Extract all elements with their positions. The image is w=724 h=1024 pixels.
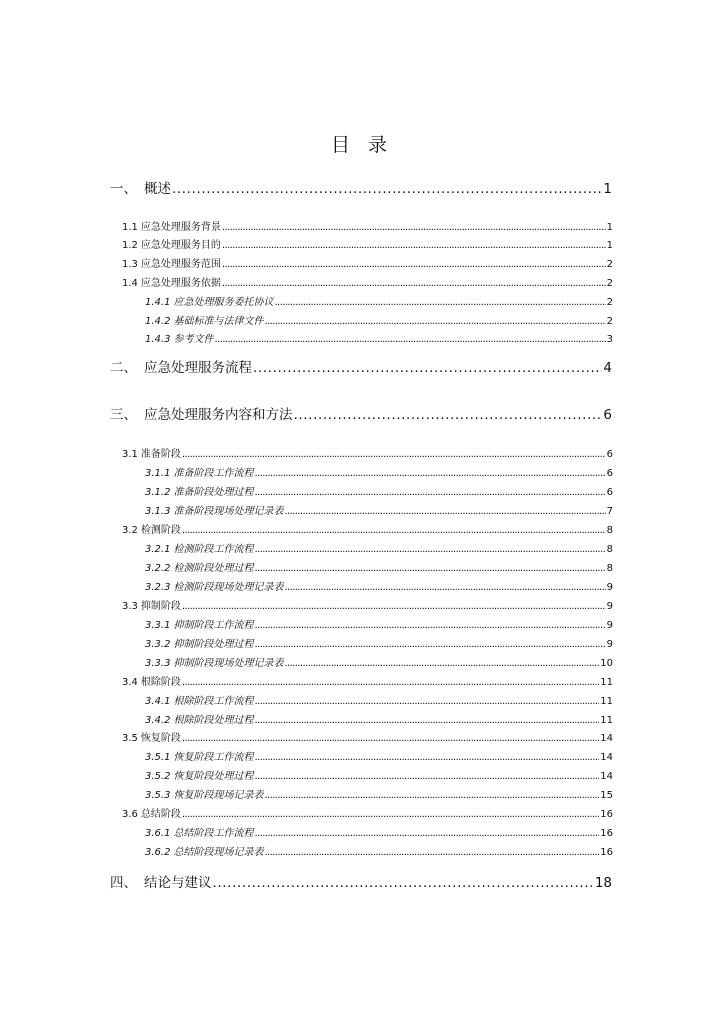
toc-label: 基础标准与法律文件: [173, 316, 264, 327]
toc-label: 根除阶段处理过程: [173, 715, 254, 726]
toc-label: 检测阶段现场处理记录表: [173, 582, 284, 593]
toc-label: 检测阶段工作流程: [173, 544, 254, 555]
toc-page-number: 2: [606, 297, 613, 308]
dot-leader: [222, 278, 606, 289]
toc-section-3-4[interactable]: [122, 673, 613, 686]
toc-subsection-1-4-3[interactable]: [145, 330, 613, 343]
dot-leader: [213, 875, 594, 891]
toc-subsection-3-1-2[interactable]: [145, 483, 613, 496]
toc-subsection-3-5-3[interactable]: [145, 786, 613, 799]
toc-number: 3.2.1: [145, 544, 171, 555]
toc-subsection-3-6-1[interactable]: [145, 824, 613, 837]
toc-label: 准备阶段现场处理记录表: [173, 506, 284, 517]
toc-subsection-3-3-2[interactable]: [145, 635, 613, 648]
toc-section-1-4[interactable]: [122, 274, 613, 287]
toc-number: 三、: [110, 407, 137, 423]
toc-page-number: 6: [606, 468, 613, 479]
toc-number: 3.5.1: [145, 752, 171, 763]
dot-leader: [254, 639, 605, 650]
toc-page-number: 2: [606, 278, 613, 289]
toc-page-number: 4: [603, 360, 612, 376]
toc-number: 1.4.1: [145, 297, 171, 308]
toc-label: 概述: [144, 181, 171, 197]
toc-label: 总结阶段工作流程: [173, 828, 254, 839]
toc-page-number: 18: [594, 875, 612, 891]
dot-leader: [254, 544, 605, 555]
toc-label: 应急处理服务依据: [140, 278, 221, 289]
toc-number: 3.1: [122, 449, 138, 460]
dot-leader: [254, 620, 605, 631]
dot-leader: [284, 582, 605, 593]
toc-page-number: 9: [606, 582, 613, 593]
toc-number: 一、: [110, 181, 137, 197]
dot-leader: [254, 715, 599, 726]
toc-page-number: 16: [600, 847, 613, 858]
toc-subsection-3-4-2[interactable]: [145, 711, 613, 724]
toc-label: 恢复阶段处理过程: [173, 771, 254, 782]
toc-page-number: 16: [600, 809, 613, 820]
toc-subsection-3-1-1[interactable]: [145, 464, 613, 477]
toc-section-3-5[interactable]: [122, 729, 613, 742]
toc-subsection-3-4-1[interactable]: [145, 692, 613, 705]
toc-page-number: 14: [600, 771, 613, 782]
toc-number: 3.2.3: [145, 582, 171, 593]
dot-leader: [254, 771, 599, 782]
toc-page-number: 6: [606, 487, 613, 498]
toc-section-3-3[interactable]: [122, 597, 613, 610]
toc-page-number: 9: [606, 601, 613, 612]
toc-page-number: 1: [603, 181, 612, 197]
toc-page-number: 1: [606, 222, 613, 233]
toc-label: 恢复阶段: [140, 733, 181, 744]
toc-number: 3.1.2: [145, 487, 171, 498]
toc-subsection-3-6-2[interactable]: [145, 843, 613, 856]
toc-page-number: 7: [606, 506, 613, 517]
toc-page-number: 15: [600, 790, 613, 801]
toc-number: 1.4: [122, 278, 138, 289]
toc-section-3-2[interactable]: [122, 521, 613, 534]
dot-leader: [254, 696, 599, 707]
toc-subsection-3-3-3[interactable]: [145, 654, 613, 667]
toc-chapter-2[interactable]: [110, 356, 612, 374]
toc-number: 3.6.2: [145, 847, 171, 858]
toc-label: 结论与建议: [144, 875, 212, 891]
toc-number: 1.1: [122, 222, 138, 233]
dot-leader: [264, 847, 599, 858]
toc-subsection-3-5-2[interactable]: [145, 767, 613, 780]
toc-label: 应急处理服务内容和方法: [144, 407, 293, 423]
toc-chapter-4[interactable]: [110, 871, 612, 889]
toc-number: 3.4.1: [145, 696, 171, 707]
toc-label: 检测阶段: [140, 525, 181, 536]
toc-label: 根除阶段: [140, 677, 181, 688]
toc-number: 3.1.3: [145, 506, 171, 517]
toc-subsection-1-4-1[interactable]: [145, 293, 613, 306]
dot-leader: [254, 752, 599, 763]
toc-subsection-3-3-1[interactable]: [145, 616, 613, 629]
toc-chapter-3[interactable]: [110, 403, 612, 421]
toc-subsection-3-1-3[interactable]: [145, 502, 613, 515]
toc-label: 准备阶段工作流程: [173, 468, 254, 479]
dot-leader: [254, 828, 599, 839]
dot-leader: [254, 563, 605, 574]
dot-leader: [182, 809, 599, 820]
dot-leader: [254, 468, 605, 479]
toc-page-number: 10: [600, 658, 613, 669]
toc-number: 3.3.2: [145, 639, 171, 650]
toc-label: 抑制阶段处理过程: [173, 639, 254, 650]
toc-number: 3.2.2: [145, 563, 171, 574]
toc-number: 3.3.1: [145, 620, 171, 631]
dot-leader: [222, 222, 606, 233]
dot-leader: [294, 407, 603, 423]
toc-page-number: 6: [606, 449, 613, 460]
dot-leader: [264, 790, 599, 801]
toc-number: 3.5.3: [145, 790, 171, 801]
toc-label: 根除阶段工作流程: [173, 696, 254, 707]
toc-section-1-1[interactable]: [122, 218, 613, 231]
toc-section-1-3[interactable]: [122, 255, 613, 268]
toc-number: 3.5: [122, 733, 138, 744]
dot-leader: [172, 181, 602, 197]
toc-subsection-3-2-2[interactable]: [145, 559, 613, 572]
toc-label: 恢复阶段现场记录表: [173, 790, 264, 801]
toc-number: 3.2: [122, 525, 138, 536]
toc-number: 3.3.3: [145, 658, 171, 669]
toc-label: 恢复阶段工作流程: [173, 752, 254, 763]
toc-label: 应急处理服务流程: [144, 360, 252, 376]
toc-label: 应急处理服务范围: [140, 259, 221, 270]
toc-number: 3.1.1: [145, 468, 171, 479]
toc-page-number: 2: [606, 259, 613, 270]
toc-subsection-3-5-1[interactable]: [145, 748, 613, 761]
dot-leader: [182, 677, 599, 688]
toc-label: 抑制阶段现场处理记录表: [173, 658, 284, 669]
dot-leader: [182, 525, 606, 536]
toc-label: 应急处理服务委托协议: [173, 297, 274, 308]
toc-number: 3.4: [122, 677, 138, 688]
toc-number: 3.6.1: [145, 828, 171, 839]
toc-subsection-1-4-2[interactable]: [145, 312, 613, 325]
toc-number: 3.5.2: [145, 771, 171, 782]
toc-page-number: 2: [606, 316, 613, 327]
toc-label: 准备阶段处理过程: [173, 487, 254, 498]
dot-leader: [222, 259, 606, 270]
toc-number: 1.2: [122, 240, 138, 251]
toc-page-number: 3: [606, 334, 613, 345]
toc-page-number: 11: [600, 715, 613, 726]
dot-leader: [254, 487, 605, 498]
toc-page-number: 8: [606, 525, 613, 536]
dot-leader: [214, 334, 605, 345]
toc-label: 总结阶段: [140, 809, 181, 820]
toc-number: 3.6: [122, 809, 138, 820]
toc-subsection-3-2-1[interactable]: [145, 540, 613, 553]
toc-page-number: 1: [606, 240, 613, 251]
toc-page-number: 14: [600, 733, 613, 744]
dot-leader: [182, 449, 606, 460]
toc-title: 目 录: [330, 134, 394, 156]
toc-number: 四、: [110, 875, 137, 891]
dot-leader: [182, 733, 599, 744]
dot-leader: [284, 658, 599, 669]
toc-label: 参考文件: [173, 334, 214, 345]
toc-label: 应急处理服务目的: [140, 240, 221, 251]
toc-section-1-2[interactable]: [122, 236, 613, 249]
toc-page-number: 11: [600, 696, 613, 707]
dot-leader: [284, 506, 605, 517]
toc-chapter-1[interactable]: [110, 177, 612, 195]
dot-leader: [264, 316, 605, 327]
toc-page-number: 8: [606, 544, 613, 555]
toc-page-number: 9: [606, 639, 613, 650]
toc-section-3-6[interactable]: [122, 805, 613, 818]
toc-label: 准备阶段: [140, 449, 181, 460]
toc-number: 1.4.3: [145, 334, 171, 345]
toc-number: 二、: [110, 360, 137, 376]
toc-label: 抑制阶段: [140, 601, 181, 612]
toc-subsection-3-2-3[interactable]: [145, 578, 613, 591]
toc-page-number: 9: [606, 620, 613, 631]
toc-section-3-1[interactable]: [122, 445, 613, 458]
toc-page-number: 8: [606, 563, 613, 574]
toc-page-number: 11: [600, 677, 613, 688]
toc-number: 1.3: [122, 259, 138, 270]
toc-label: 应急处理服务背景: [140, 222, 221, 233]
toc-page-number: 14: [600, 752, 613, 763]
toc-number: 1.4.2: [145, 316, 171, 327]
dot-leader: [253, 360, 602, 376]
dot-leader: [274, 297, 605, 308]
toc-number: 3.3: [122, 601, 138, 612]
toc-label: 总结阶段现场记录表: [173, 847, 264, 858]
dot-leader: [182, 601, 606, 612]
toc-page-number: 16: [600, 828, 613, 839]
toc-page-number: 6: [603, 407, 612, 423]
toc-number: 3.4.2: [145, 715, 171, 726]
dot-leader: [222, 240, 606, 251]
toc-label: 抑制阶段工作流程: [173, 620, 254, 631]
toc-label: 检测阶段处理过程: [173, 563, 254, 574]
